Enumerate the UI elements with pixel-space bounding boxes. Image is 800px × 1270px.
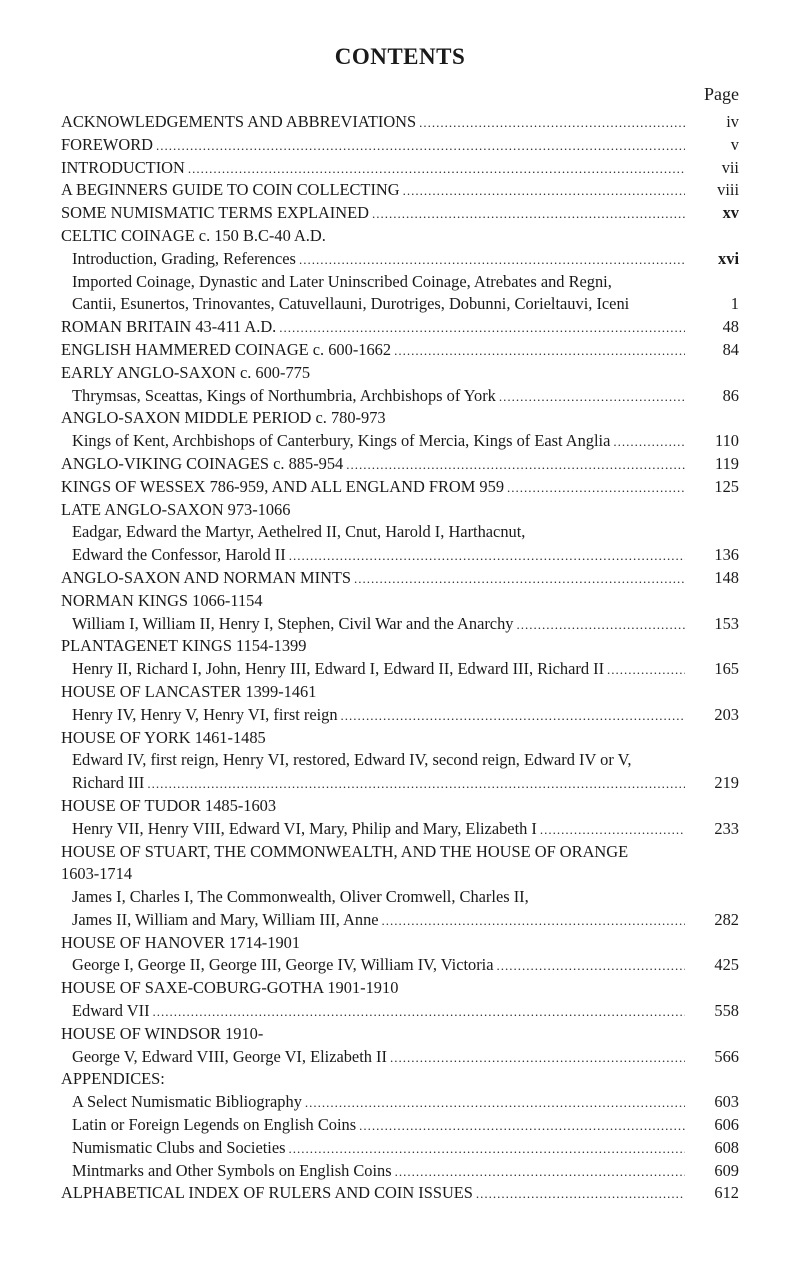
toc-page-number: 84 <box>722 339 739 359</box>
toc-subentry <box>61 1000 739 1023</box>
toc-entry-line <box>72 1046 739 1070</box>
toc-entry <box>61 1023 739 1046</box>
toc-entry-line <box>72 1137 739 1161</box>
toc-entry-title: Numismatic Clubs and Societies <box>72 1137 286 1157</box>
toc-entry-line <box>72 658 739 682</box>
toc-subentry <box>61 293 739 316</box>
toc-entry-line <box>72 430 739 454</box>
toc-entry-line <box>61 111 739 135</box>
toc-page-number: 606 <box>714 1115 739 1135</box>
dot-leader <box>394 340 685 363</box>
dot-leader <box>516 614 685 637</box>
toc-entry-line <box>72 909 739 933</box>
toc-entry <box>61 635 739 658</box>
toc-entry <box>61 567 739 590</box>
toc-subentry <box>61 886 739 909</box>
toc-subentry <box>61 430 739 453</box>
toc-entry-line <box>72 704 739 728</box>
toc-entry-title: HOUSE OF WINDSOR 1910- <box>61 1023 264 1043</box>
toc-entry-line <box>61 316 739 340</box>
toc-entry-line <box>61 202 739 226</box>
toc-entry-line <box>72 954 739 978</box>
dot-leader <box>147 773 685 796</box>
toc-subentry <box>61 248 739 271</box>
toc-entry <box>61 977 739 1000</box>
toc-entry-line <box>61 567 739 591</box>
toc-entry <box>61 841 739 864</box>
toc-page-number: 603 <box>714 1092 739 1112</box>
toc-entry-title: EARLY ANGLO-SAXON c. 600-775 <box>61 362 311 382</box>
toc-subentry <box>61 271 739 294</box>
dot-leader <box>354 568 685 591</box>
toc-page-number: 86 <box>722 385 739 405</box>
dot-leader <box>540 819 685 842</box>
toc-entry-title: George I, George II, George III, George IV, William IV, Victoria <box>72 955 494 975</box>
toc-page-number: v <box>730 134 739 154</box>
toc-entry-line <box>72 385 739 409</box>
toc-entry-title: PLANTAGENET KINGS 1154-1399 <box>61 636 307 656</box>
toc-page-number: 608 <box>714 1137 739 1157</box>
toc-entry-line <box>61 179 739 203</box>
toc-page-number: 48 <box>722 317 739 337</box>
toc-entry-line <box>72 613 739 637</box>
toc-entry <box>61 202 739 225</box>
toc-entry <box>61 1182 739 1205</box>
toc-entry-title: Henry VII, Henry VIII, Edward VI, Mary, Philip and Mary, Elizabeth I <box>72 818 537 838</box>
toc-subentry <box>61 1160 739 1183</box>
toc-entry-line <box>72 293 739 317</box>
toc-entry-title: Henry IV, Henry V, Henry VI, first reign <box>72 704 338 724</box>
toc-entry-title: ANGLO-SAXON MIDDLE PERIOD c. 780-973 <box>61 408 386 428</box>
toc-entry <box>61 1068 739 1091</box>
toc-entry-title: FOREWORD <box>61 134 153 154</box>
toc-page-number: 219 <box>714 773 739 793</box>
toc-page-number: 609 <box>714 1160 739 1180</box>
toc-entry <box>61 795 739 818</box>
toc-entry <box>61 932 739 955</box>
toc-entry <box>61 157 739 180</box>
toc-subentry <box>61 544 739 567</box>
toc-subentry <box>61 704 739 727</box>
toc-entry-line <box>72 1160 739 1184</box>
toc-entry-title: Kings of Kent, Archbishops of Canterbury, Kings of Mercia, Kings of East Anglia <box>72 431 611 451</box>
dot-leader <box>299 249 685 272</box>
toc-entry-title: NORMAN KINGS 1066-1154 <box>61 590 263 610</box>
toc-subentry <box>61 385 739 408</box>
toc-entry-title: Edward the Confessor, Harold II <box>72 545 286 565</box>
dot-leader <box>507 477 685 500</box>
dot-leader <box>305 1092 685 1115</box>
toc-page-number: vii <box>721 157 739 177</box>
toc-entry-line <box>72 818 739 842</box>
toc-entry-title: INTRODUCTION <box>61 157 185 177</box>
toc-entry-title: HOUSE OF YORK 1461-1485 <box>61 727 266 747</box>
toc-subentry <box>61 1091 739 1114</box>
dot-leader <box>382 910 685 933</box>
toc-entry <box>61 362 739 385</box>
toc-page-number: 153 <box>714 613 739 633</box>
dot-leader <box>419 112 685 135</box>
toc-entry-line <box>72 248 739 272</box>
toc-page-number: 125 <box>714 476 739 496</box>
toc-subentry <box>61 749 739 772</box>
dot-leader <box>346 454 685 477</box>
toc-entry-title: ANGLO-VIKING COINAGES c. 885-954 <box>61 453 344 473</box>
toc-page-number: 612 <box>714 1183 739 1203</box>
toc-subentry <box>61 954 739 977</box>
dot-leader <box>279 317 685 340</box>
toc-entry-title: HOUSE OF HANOVER 1714-1901 <box>61 932 301 952</box>
toc-subentry <box>61 1137 739 1160</box>
page-title: CONTENTS <box>334 44 466 69</box>
toc-subentry <box>61 772 739 795</box>
toc-page-number: 165 <box>714 659 739 679</box>
toc-entry-line <box>61 1182 739 1206</box>
toc-entry-title: A Select Numismatic Bibliography <box>72 1092 302 1112</box>
toc-entry <box>61 316 739 339</box>
toc-entry-title: ROMAN BRITAIN 43-411 A.D. <box>61 317 277 337</box>
toc-page-number: 558 <box>714 1001 739 1021</box>
toc-entry-title: SOME NUMISMATIC TERMS EXPLAINED <box>61 203 369 223</box>
toc-page-number: iv <box>726 112 739 131</box>
toc-subentry <box>61 658 739 681</box>
dot-leader <box>607 659 685 682</box>
toc-subentry <box>61 818 739 841</box>
toc-page-number: 425 <box>714 955 739 975</box>
toc-entry-title: ALPHABETICAL INDEX OF RULERS AND COIN ISSUES <box>61 1183 473 1203</box>
toc-entry <box>61 111 739 134</box>
toc-entry-line <box>72 1091 739 1115</box>
toc-entry-title: Introduction, Grading, References <box>72 248 296 268</box>
toc-entry-line <box>72 1114 739 1138</box>
toc-entry-title: George V, Edward VIII, George VI, Elizabeth II <box>72 1046 387 1066</box>
toc-entry-title: Edward IV, first reign, Henry VI, restored, Edward IV, second reign, Edward IV or V, <box>72 750 632 770</box>
dot-leader <box>359 1115 685 1138</box>
table-of-contents <box>61 111 739 1205</box>
toc-entry-title: HOUSE OF SAXE-COBURG-GOTHA 1901-1910 <box>61 978 399 998</box>
toc-entry-line <box>61 476 739 500</box>
toc-entry-line <box>72 544 739 568</box>
dot-leader <box>341 705 685 728</box>
dot-leader <box>395 1161 685 1184</box>
toc-entry <box>61 863 739 886</box>
toc-entry-title: Imported Coinage, Dynastic and Later Uninscribed Coinage, Atrebates and Regni, <box>72 271 612 291</box>
toc-entry-title: APPENDICES: <box>61 1069 165 1089</box>
toc-entry-title: Mintmarks and Other Symbols on English Coins <box>72 1160 392 1180</box>
toc-entry-title: Cantii, Esunertos, Trinovantes, Catuvellauni, Durotriges, Dobunni, Corieltauvi, Iceni <box>72 294 630 314</box>
toc-entry-title: James I, Charles I, The Commonwealth, Oliver Cromwell, Charles II, <box>72 887 529 907</box>
toc-entry-title: KINGS OF WESSEX 786-959, AND ALL ENGLAND FROM 959 <box>61 476 505 496</box>
toc-entry-title: ENGLISH HAMMERED COINAGE c. 600-1662 <box>61 339 392 359</box>
toc-entry-line <box>61 453 739 477</box>
dot-leader <box>188 158 685 181</box>
toc-entry <box>61 339 739 362</box>
toc-entry <box>61 476 739 499</box>
toc-entry <box>61 499 739 522</box>
toc-entry-line <box>72 772 739 796</box>
toc-entry <box>61 134 739 157</box>
dot-leader <box>497 955 685 978</box>
toc-page-number: viii <box>717 180 739 200</box>
toc-subentry <box>61 1114 739 1137</box>
toc-entry-title: Richard III <box>72 773 145 793</box>
toc-entry-title: A BEGINNERS GUIDE TO COIN COLLECTING <box>61 180 400 200</box>
dot-leader <box>390 1047 685 1070</box>
toc-entry <box>61 407 739 430</box>
toc-entry-title: ANGLO-SAXON AND NORMAN MINTS <box>61 567 352 587</box>
toc-entry-title: William I, William II, Henry I, Stephen, Civil War and the Anarchy <box>72 613 514 633</box>
toc-entry-title: CELTIC COINAGE c. 150 B.C-40 A.D. <box>61 225 326 245</box>
toc-entry <box>61 590 739 613</box>
toc-entry-title: Latin or Foreign Legends on English Coins <box>72 1115 357 1135</box>
toc-entry-title: HOUSE OF LANCASTER 1399-1461 <box>61 681 317 701</box>
dot-leader <box>289 545 685 568</box>
dot-leader <box>289 1138 685 1161</box>
toc-entry <box>61 681 739 704</box>
toc-entry-title: Henry II, Richard I, John, Henry III, Edward I, Edward II, Edward III, Richard II <box>72 659 605 679</box>
toc-entry-title: James II, William and Mary, William III, Anne <box>72 909 379 929</box>
toc-page-number: 119 <box>715 453 739 473</box>
toc-entry-line <box>61 134 739 158</box>
toc-subentry <box>61 909 739 932</box>
toc-page-number: 203 <box>714 704 739 724</box>
dot-leader <box>156 135 685 158</box>
toc-entry-line <box>61 157 739 181</box>
dot-leader <box>476 1183 685 1206</box>
toc-page-number: 1 <box>730 294 739 314</box>
toc-entry-title: LATE ANGLO-SAXON 973-1066 <box>61 499 291 519</box>
dot-leader <box>499 386 685 409</box>
toc-page-number: 566 <box>714 1046 739 1066</box>
toc-subentry <box>61 613 739 636</box>
toc-entry <box>61 453 739 476</box>
toc-entry-title: Eadgar, Edward the Martyr, Aethelred II, Cnut, Harold I, Harthacnut, <box>72 522 526 542</box>
toc-entry <box>61 179 739 202</box>
dot-leader <box>613 431 685 454</box>
toc-page-number: 136 <box>714 545 739 565</box>
toc-entry-line <box>61 339 739 363</box>
toc-entry-title: 1603-1714 <box>61 864 133 884</box>
toc-page-number: xv <box>722 203 739 223</box>
dot-leader <box>153 1001 685 1024</box>
toc-page-number: 148 <box>714 567 739 587</box>
toc-entry-line <box>72 1000 739 1024</box>
toc-page-number: 110 <box>715 431 739 451</box>
toc-entry-title: HOUSE OF TUDOR 1485-1603 <box>61 795 277 815</box>
toc-entry-title: ACKNOWLEDGEMENTS AND ABBREVIATIONS <box>61 112 417 131</box>
toc-subentry <box>61 521 739 544</box>
toc-entry <box>61 727 739 750</box>
toc-entry <box>61 225 739 248</box>
page-column-label: Page <box>704 84 739 104</box>
toc-entry-title: Edward VII <box>72 1001 150 1021</box>
toc-subentry <box>61 1046 739 1069</box>
toc-page-number: xvi <box>718 248 739 268</box>
toc-entry-title: Thrymsas, Sceattas, Kings of Northumbria, Archbishops of York <box>72 385 496 405</box>
dot-leader <box>403 180 685 203</box>
dot-leader <box>372 203 685 226</box>
toc-entry-title: HOUSE OF STUART, THE COMMONWEALTH, AND THE HOUSE OF ORANGE <box>61 841 629 861</box>
toc-page-number: 282 <box>714 909 739 929</box>
toc-page-number: 233 <box>714 818 739 838</box>
